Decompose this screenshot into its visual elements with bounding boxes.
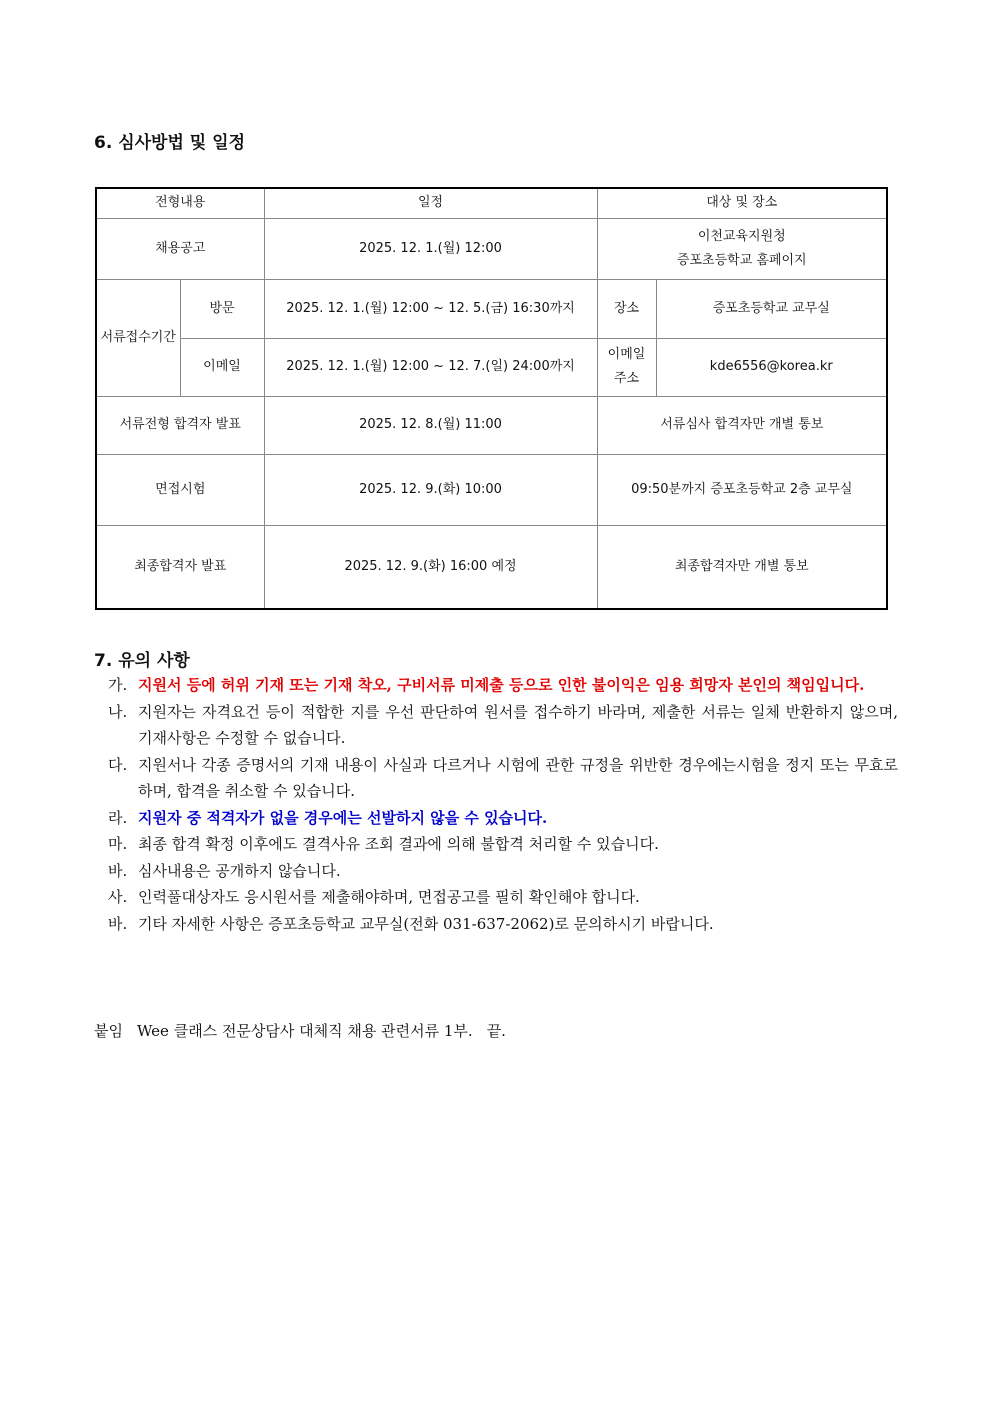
list-item: 라. 지원자 중 적격자가 없을 경우에는 선발하지 않을 수 있습니다. [108,805,898,832]
attachment-end: 끝. [486,1022,506,1040]
date-cell: 2025. 12. 8.(월) 11:00 [264,396,597,454]
stage-cell: 서류접수기간 [96,279,180,396]
table-row [96,525,887,609]
table-row [96,396,887,454]
date-cell: 2025. 12. 1.(월) 12:00 ~ 12. 5.(금) 16:30까지 [264,279,597,338]
list-item: 사. 인력풀대상자도 응시원서를 제출해야하며, 면접공고를 필히 확인해야 합니다. [108,888,640,906]
list-item: 바. 기타 자세한 사항은 증포초등학교 교무실(전화 031-637-2062)로 문의하시기 바랍니다. [108,914,714,933]
attachment-label: 붙임 [94,1022,123,1040]
section-7-title: 7. 유의 사항 [94,651,190,671]
place-cell: 최종합격자만 개별 통보 [597,525,887,609]
table-row [96,218,887,279]
label-cell: 장소 [597,279,656,338]
stage-cell: 채용공고 [96,218,264,279]
list-item: 바. 심사내용은 공개하지 않습니다. [108,861,341,880]
header-date: 일정 [264,188,597,218]
stage-cell: 면접시험 [96,454,264,525]
warning-text: 지원서 등에 허위 기재 또는 기재 착오, 구비서류 미제출 등으로 인한 불이익은 임용 희망자 본인의 책임입니다. [138,676,865,694]
stage-cell: 최종합격자 발표 [96,525,264,609]
list-item: 가. 지원서 등에 허위 기재 또는 기재 착오, 구비서류 미제출 등으로 인한 불이익은 임용 희망자 본인의 책임입니다. [108,672,898,699]
date-cell: 2025. 12. 1.(월) 12:00 ~ 12. 7.(일) 24:00까지 [264,338,597,396]
place-cell: 이천교육지원청 증포초등학교 홈페이지 [597,218,887,279]
header-stage: 전형내용 [96,188,264,218]
sub-stage-cell: 방문 [180,279,264,338]
list-item: 마. 최종 합격 확정 이후에도 결격사유 조회 결과에 의해 불합격 처리할 수 있습니다. [108,835,659,853]
table-row [96,454,887,525]
header-place: 대상 및 장소 [597,188,887,218]
sub-stage-cell: 이메일 [180,338,264,396]
table-row [96,279,887,338]
date-cell: 2025. 12. 9.(화) 16:00 예정 [264,525,597,609]
place-cell: 09:50분까지 증포초등학교 2층 교무실 [597,454,887,525]
list-item: 다. 지원서나 각종 증명서의 기재 내용이 사실과 다르거나 시험에 관한 규정을 위반한 경우에는시험을 정지 또는 무효로 하며, 합격을 취소할 수 있습니다. [108,755,898,800]
attachment-line [94,1020,520,1041]
date-cell: 2025. 12. 9.(화) 10:00 [264,454,597,525]
label-cell: 이메일 주소 [597,338,656,396]
email-value[interactable]: kde6556@korea.kr [656,338,887,396]
attachment-text: Wee 클래스 전문상담사 대체직 채용 관련서류 1부. [136,1022,473,1040]
value-cell: 증포초등학교 교무실 [656,279,887,338]
place-cell: 서류심사 합격자만 개별 통보 [597,396,887,454]
section-6-title: 6. 심사방법 및 일정 [94,133,245,153]
table-header-row [96,188,887,218]
notice-text: 지원자 중 적격자가 없을 경우에는 선발하지 않을 수 있습니다. [138,808,548,827]
list-item: 나. 지원자는 자격요건 등이 적합한 지를 우선 판단하여 원서를 접수하기 바라며, 제출한 서류는 일체 반환하지 않으며, 기재사항은 수정할 수 없습니다. [108,702,898,747]
date-cell: 2025. 12. 1.(월) 12:00 [264,218,597,279]
stage-cell: 서류전형 합격자 발표 [96,396,264,454]
notice-list [108,672,898,937]
table-row [96,338,887,396]
schedule-table [95,187,888,610]
